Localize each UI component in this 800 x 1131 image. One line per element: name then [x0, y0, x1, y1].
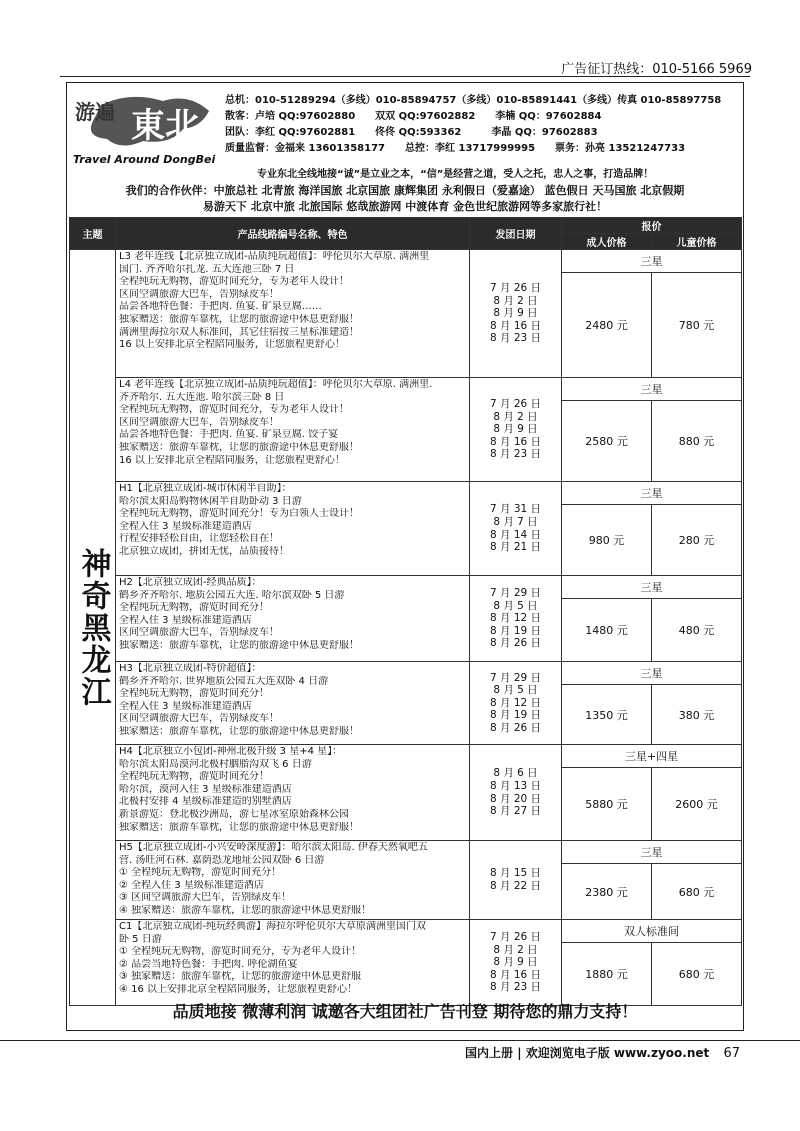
logo-small-text: 游遍 [75, 100, 115, 124]
top-rule [60, 76, 750, 77]
product-line: ② 全程入住 3 星级标准建造酒店 [119, 879, 264, 891]
product-line: 独家赠送：旅游车靠枕，让您的旅游途中休息更舒服！ [119, 725, 359, 737]
child-price-cell: 280 元 [652, 505, 742, 576]
header-price: 报价 [562, 218, 742, 234]
product-line: 全程入住 3 星级标准建造酒店 [119, 614, 252, 626]
product-line: 北京独立成团，拼团无忧，品质接待！ [119, 545, 289, 557]
adult-price-cell: 1480 元 [562, 599, 652, 662]
child-price-cell: 2600 元 [652, 768, 742, 841]
header-product: 产品线路编号名称、特色 [116, 218, 470, 250]
adult-price-cell: 5880 元 [562, 768, 652, 841]
footer-slogan: 品质地接 微薄利润 诚邀各大组团社广告刊登 期待您的鼎力支持！ [172, 1002, 638, 1021]
product-line: ④ 16 以上安排北京全程陪同服务，让您旅程更舒心！ [119, 983, 358, 995]
dates-cell: 7 月 29 日 8 月 5 日 8 月 12 日 8 月 19 日 8 月 26 日 [470, 576, 562, 662]
dates-cell: 7 月 26 日 8 月 2 日 8 月 9 日 8 月 16 日 8 月 23 日 [470, 920, 562, 1006]
product-line: 全程纯玩无购物，游览时间充分，专为老年人设计！ [119, 404, 349, 416]
product-line: L3 老年连线【北京独立成团-品质纯玩超值】：呼伦贝尔大草原. 满洲里 [119, 251, 430, 262]
standard-cell: 三星 [562, 378, 742, 401]
dates-cell: 8 月 15 日 8 月 22 日 [470, 841, 562, 920]
product-cell [116, 250, 470, 378]
product-line: 鹤乡齐齐哈尔. 世界地质公园五大连双卧 4 日游 [119, 675, 329, 687]
child-price-cell: 880 元 [652, 401, 742, 482]
product-line: H4【北京独立小包团-神州北极升级 3 星+4 星】： [119, 746, 343, 757]
product-cell [116, 576, 470, 662]
product-line: 卧 5 日游 [119, 933, 162, 945]
product-line: 品尝各地特色餐：手把肉. 鱼宴. 矿泉豆腐. 饺子宴 [119, 429, 339, 441]
product-line: H2【北京独立成团-经典品质】： [119, 577, 262, 588]
contact-line: 团队：李红 QQ:97602881 佟佟 QQ:593362 李晶 QQ：97602883 [225, 127, 598, 138]
product-line: ② 品尝当地特色餐：手把肉. 呼伦湖鱼宴 [119, 958, 298, 970]
product-line: 16 以上安排北京全程陪同服务，让您旅程更舒心！ [119, 339, 345, 351]
product-line: 行程安排轻松自由，让您轻松自在！ [119, 533, 279, 545]
page-footer [465, 1044, 740, 1061]
product-line: 满洲里海拉尔双人标准间，其它住宿按三星标准建造！ [119, 326, 359, 338]
bottom-rule [0, 1040, 800, 1041]
child-price-cell: 680 元 [652, 864, 742, 920]
standard-cell: 三星 [562, 250, 742, 273]
product-line: 鹤乡齐齐哈尔. 地质公园五大连. 哈尔滨双卧 5 日游 [119, 589, 345, 601]
product-line: 全程纯玩无购物，游览时间充分！ [119, 602, 269, 614]
standard-cell: 双人标准间 [562, 920, 742, 943]
product-line: 全程纯玩无购物，游览时间充分，专为老年人设计！ [119, 276, 349, 288]
product-line: 北极村安排 4 星级标准建造的别墅酒店 [119, 796, 292, 808]
adult-price-cell: 2480 元 [562, 273, 652, 378]
table-row [70, 576, 742, 599]
ad-hotline: 广告征订热线：010-5166 5969 [561, 62, 752, 77]
header-child: 儿童价格 [652, 234, 742, 250]
product-line: 哈尔滨太阳岛漠河北极村胭脂沟双飞 6 日游 [119, 758, 312, 770]
header-adult: 成人价格 [562, 234, 652, 250]
product-line: 全程纯玩无购物，游览时间充分！ [119, 771, 269, 783]
child-price-cell: 680 元 [652, 943, 742, 1006]
product-line: ③ 独家赠送：旅游车靠枕，让您的旅游途中休息更舒服 [119, 971, 362, 983]
product-cell [116, 482, 470, 576]
product-line: 独家赠送：旅游车靠枕，让您的旅游途中休息更舒服！ [119, 639, 359, 651]
product-line: 全程纯玩无购物，游览时间充分！专为白领人士设计！ [119, 508, 359, 520]
adult-price-cell: 1350 元 [562, 685, 652, 745]
partners [67, 183, 743, 215]
product-line: 全程入住 3 星级标准建造酒店 [119, 700, 252, 712]
contact-line: 质量监督：金福来 13601358177 总控：李红 13717999995 票务：孙亮 13521247733 [225, 143, 686, 154]
contact-line: 散客：卢培 QQ:97602880 双双 QQ:97602882 李楠 QQ：97602884 [225, 111, 602, 122]
product-line: 哈尔滨，漠河入住 3 星级标准建造酒店 [119, 783, 292, 795]
contact-block [225, 93, 721, 157]
ad-frame [66, 82, 744, 1031]
table-row [70, 662, 742, 685]
product-cell [116, 662, 470, 745]
theme-cell [70, 250, 116, 1006]
product-line: 全程纯玩无购物，游览时间充分！ [119, 688, 269, 700]
product-line: 独家赠送：旅游车靠枕，让您的旅游途中休息更舒服！ [119, 441, 359, 453]
adult-price-cell: 2580 元 [562, 401, 652, 482]
product-line: ③ 区间空调旅游大巴车，告别绿皮车！ [119, 892, 292, 904]
dates-cell: 7 月 26 日 8 月 2 日 8 月 9 日 8 月 16 日 8 月 23 日 [470, 378, 562, 482]
table-row [70, 745, 742, 768]
logo-english: Travel Around DongBei [73, 153, 216, 166]
product-cell [116, 841, 470, 920]
contact-line: 总机：010-51289294（多线）010-85894757（多线）010-85891441（多线）传真 010-85897758 [225, 95, 722, 106]
table-row [70, 482, 742, 505]
product-line: H3【北京独立成团-特价超值】： [119, 663, 262, 674]
tour-table [69, 217, 742, 1006]
partners-line: 我们的合作伙伴：中旅总社 北青旅 海洋国旅 北京国旅 康辉集团 永利假日（爱嘉途） 蓝色假日 天马国旅 北京假期 [125, 184, 685, 197]
product-line: ① 全程纯玩无购物，游览时间充分！ [119, 867, 282, 879]
product-line: 区间空调旅游大巴车，告别绿皮车！ [119, 416, 279, 428]
dates-cell: 8 月 6 日 8 月 13 日 8 月 20 日 8 月 27 日 [470, 745, 562, 841]
table-row [70, 250, 742, 273]
standard-cell: 三星 [562, 841, 742, 864]
product-line: H1【北京独立成团-城市休闲半自助】： [119, 483, 292, 494]
dates-cell: 7 月 29 日 8 月 5 日 8 月 12 日 8 月 19 日 8 月 26 日 [470, 662, 562, 745]
product-line: 齐齐哈尔. 五大连池. 哈尔滨三卧 8 日 [119, 391, 285, 403]
child-price-cell: 780 元 [652, 273, 742, 378]
product-line: 区间空调旅游大巴车，告别绿皮车！ [119, 713, 279, 725]
table-row [70, 920, 742, 943]
product-line: 新景游览：登北极沙洲岛，游七星冰室原始森林公园 [119, 808, 349, 820]
company-logo [71, 87, 219, 173]
product-cell [116, 378, 470, 482]
product-line: 哈尔滨太阳岛购物休闲半自助卧动 3 日游 [119, 495, 302, 507]
product-line: H5【北京独立成团-小兴安岭深度游】：哈尔滨太阳岛. 伊春天然氧吧五 [119, 842, 428, 853]
product-line: 区间空调旅游大巴车，告别绿皮车！ [119, 288, 279, 300]
product-line: ④ 独家赠送：旅游车靠枕，让您的旅游途中休息更舒服！ [119, 904, 372, 916]
product-line: 区间空调旅游大巴车，告别绿皮车！ [119, 627, 279, 639]
header-dates: 发团日期 [470, 218, 562, 250]
logo-big-text: 東北 [131, 106, 199, 146]
theme-label: 神奇黑龙江 [75, 547, 111, 708]
partners-line: 易游天下 北京中旅 北旅国际 悠哉旅游网 中渡体育 金色世纪旅游网等多家旅行社！ [202, 200, 608, 213]
product-cell [116, 920, 470, 1006]
standard-cell: 三星 [562, 576, 742, 599]
dates-cell: 7 月 31 日 8 月 7 日 8 月 14 日 8 月 21 日 [470, 482, 562, 576]
page-number: 67 [723, 1046, 740, 1061]
adult-price-cell: 2380 元 [562, 864, 652, 920]
adult-price-cell: 980 元 [562, 505, 652, 576]
product-line: 16 以上安排北京全程陪同服务，让您旅程更舒心！ [119, 454, 345, 466]
product-line: C1【北京独立成团-纯玩经典游】海拉尔呼伦贝尔大草原满洲里国门双 [119, 921, 426, 932]
product-cell [116, 745, 470, 841]
dates-cell: 7 月 26 日 8 月 2 日 8 月 9 日 8 月 16 日 8 月 23 日 [470, 250, 562, 378]
child-price-cell: 380 元 [652, 685, 742, 745]
product-line: ① 全程纯玩无购物，游览时间充分，专为老年人设计！ [119, 946, 362, 958]
child-price-cell: 480 元 [652, 599, 742, 662]
table-row [70, 841, 742, 864]
product-line: 营. 汤旺河石林. 嘉荫恐龙地址公园双卧 6 日游 [119, 854, 325, 866]
standard-cell: 三星 [562, 662, 742, 685]
table-row [70, 378, 742, 401]
adult-price-cell: 1880 元 [562, 943, 652, 1006]
product-line: 国门. 齐齐哈尔扎龙. 五大连池三卧 7 日 [119, 263, 295, 275]
product-line: 独家赠送：旅游车靠枕，让您的旅游途中休息更舒服！ [119, 821, 359, 833]
footer-text: 国内上册 | 欢迎浏览电子版 www.zyoo.net [465, 1046, 710, 1060]
product-line: 独家赠送：旅游车靠枕，让您的旅游途中休息更舒服！ [119, 313, 359, 325]
product-line: 品尝各地特色餐：手把肉. 鱼宴. 矿泉豆腐…… [119, 301, 322, 313]
slogan: 专业东北全线地接“诚”是立业之本，“信”是经营之道，受人之托，忠人之事，打造品牌！ [257, 169, 654, 180]
standard-cell: 三星+四星 [562, 745, 742, 768]
product-line: 全程入住 3 星级标准建造酒店 [119, 520, 252, 532]
header-theme: 主题 [70, 218, 116, 250]
product-line: L4 老年连线【北京独立成团-品质纯玩超值】：呼伦贝尔大草原. 满洲里. [119, 379, 433, 390]
standard-cell: 三星 [562, 482, 742, 505]
